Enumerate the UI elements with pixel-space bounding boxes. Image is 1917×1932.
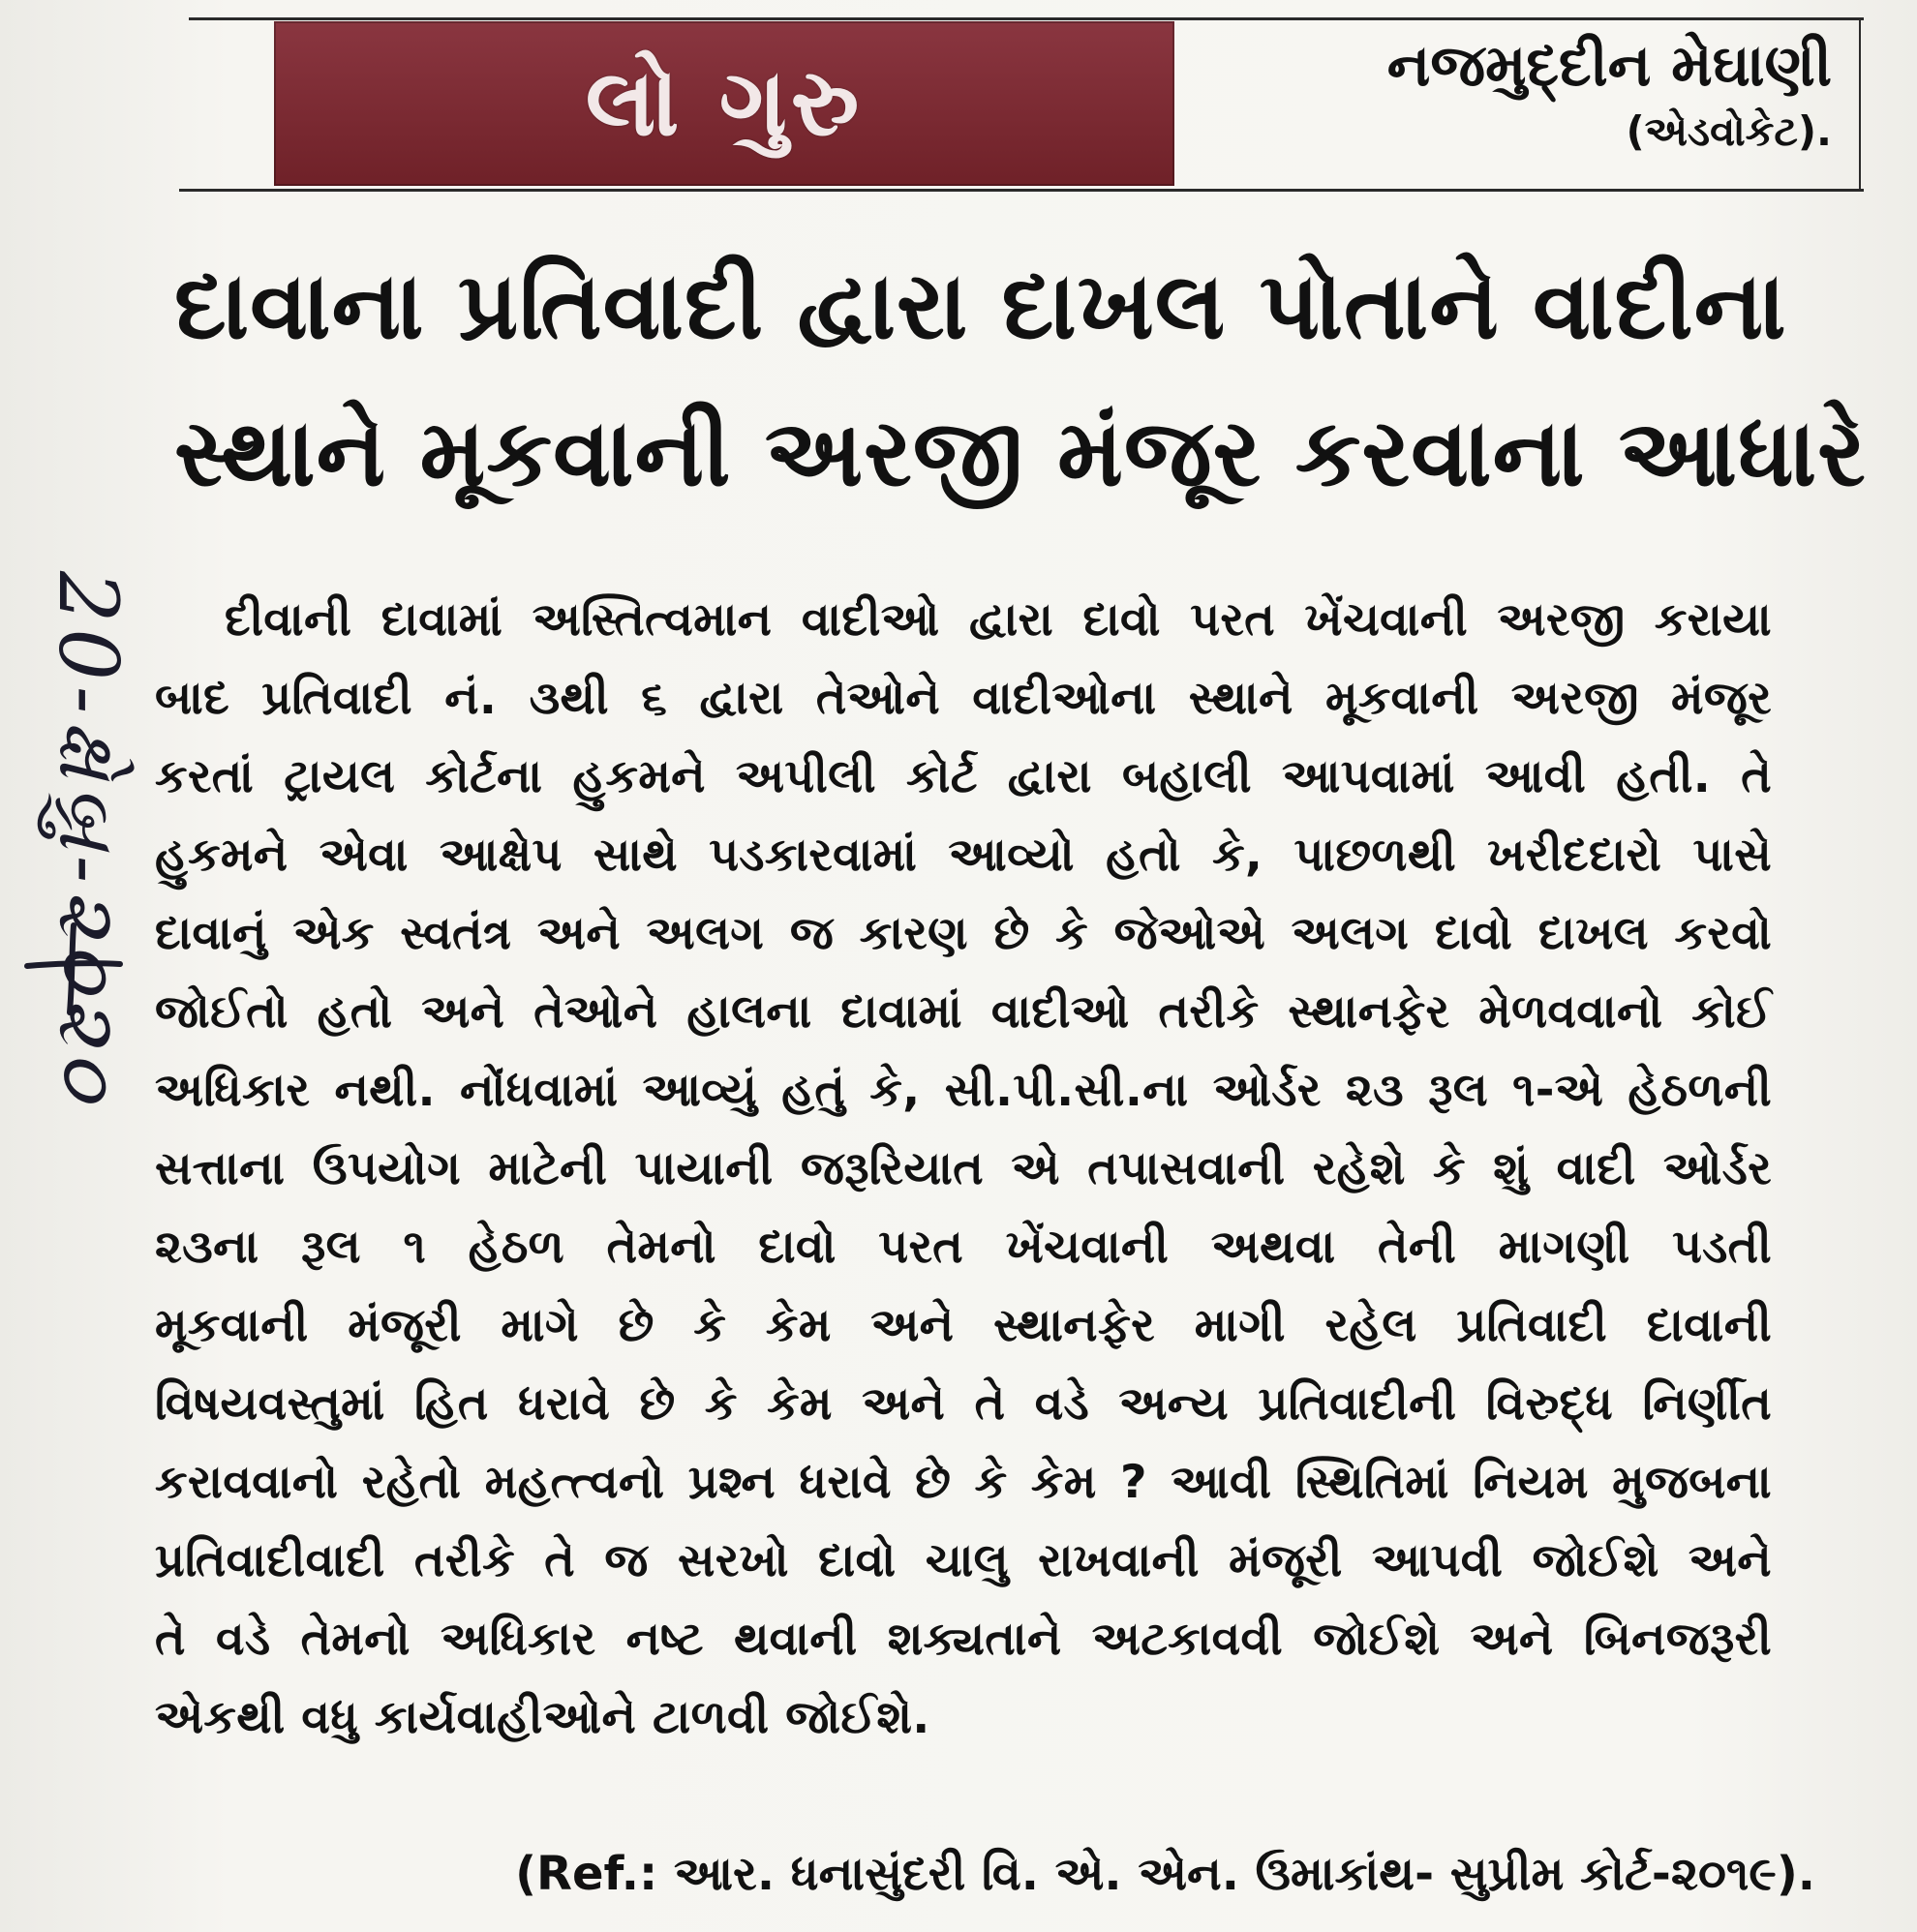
handwritten-date: 20-ક્ષેબ્રુ-૨૦૨૦ [41, 571, 136, 1105]
body-line: પ્રતિવાદીવાદી તરીકે તે જ સરખો દાવો ચાલુ રાખવાની મંજૂરી આપવી જોઈશે અને [155, 1534, 1772, 1587]
body-line: એકથી વધુ કાર્યવાહીઓને ટાળવી જોઈશે. [155, 1691, 930, 1744]
body-line: સત્તાના ઉપયોગ માટેની પાયાની જરૂરિયાત એ તપાસવાની રહેશે કે શું વાદી ઓર્ડર [155, 1142, 1772, 1195]
body-line: દીવાની દાવામાં અસ્તિત્વમાન વાદીઓ દ્વારા દાવો પરત ખેંચવાની અરજી કરાયા [225, 593, 1772, 647]
header-side-rule [1859, 17, 1861, 192]
body-line: દાવાનું એક સ્વતંત્ર અને અલગ જ કારણ છે કે જેઓએ અલગ દાવો દાખલ કરવો [155, 907, 1772, 960]
body-line: તે વડે તેમનો અધિકાર નષ્ટ થવાની શક્યતાને અટકાવવી જોઈશે અને બિનજરૂરી [155, 1613, 1772, 1666]
body-line: ૨૩ના રૂલ ૧ હેઠળ તેમનો દાવો પરત ખેંચવાની અથવા તેની માગણી પડતી [155, 1221, 1772, 1274]
top-rule [189, 17, 1864, 20]
headline [174, 232, 1867, 527]
body-line: બાદ પ્રતિવાદી નં. ૩થી ૬ દ્વારા તેઓને વાદીઓના સ્થાને મૂકવાની અરજી મંજૂર [155, 672, 1772, 725]
headline-line-1: દાવાના પ્રતિવાદી દ્વારા દાખલ પોતાને વાદીના [174, 252, 1787, 360]
author-block [1387, 29, 1832, 161]
body-line: કરાવવાનો રહેતો મહત્ત્વનો પ્રશ્ન ધરાવે છે કે કેમ ? આવી સ્થિતિમાં નિયમ મુજબના [155, 1456, 1772, 1509]
column-title: લો ગુરુ [585, 48, 864, 157]
body-line: કરતાં ટ્રાયલ કોર્ટના હુકમને અપીલી કોર્ટ દ્વારા બહાલી આપવામાં આવી હતી. તે [155, 750, 1772, 803]
handwritten-annotation [19, 571, 155, 1907]
author-name: નજમુદ્દીન મેઘાણી [1386, 32, 1832, 100]
case-reference: (Ref.: આર. ધનાસુંદરી વિ. એ. એન. ઉમાકાંથ- સુપ્રીમ કોર્ટ-૨૦૧૯). [515, 1847, 1815, 1901]
body-line: અધિકાર નથી. નોંધવામાં આવ્યું હતું કે, સી.પી.સી.ના ઓર્ડર ૨૩ રૂલ ૧-એ હેઠળની [155, 1064, 1772, 1117]
body-line: હુકમને એવા આક્ષેપ સાથે પડકારવામાં આવ્યો હતો કે, પાછળથી ખરીદદારો પાસે [155, 829, 1772, 882]
header-bottom-rule [179, 189, 1864, 192]
column-banner [274, 21, 1174, 186]
headline-line-2: સ્થાને મૂકવાની અરજી મંજૂર કરવાના આધારે [174, 399, 1867, 507]
article-body [155, 581, 1772, 1757]
author-title: (એડવોકેટ). [1626, 107, 1832, 155]
body-line: જોઈતો હતો અને તેઓને હાલના દાવામાં વાદીઓ તરીકે સ્થાનફેર મેળવવાનો કોઈ [155, 985, 1772, 1039]
body-line: વિષયવસ્તુમાં હિત ધરાવે છે કે કેમ અને તે વડે અન્ય પ્રતિવાદીની વિરુદ્ધ નિર્ણીત [155, 1377, 1772, 1431]
body-line: મૂકવાની મંજૂરી માગે છે કે કેમ અને સ્થાનફેર માગી રહેલ પ્રતિવાદી દાવાની [155, 1299, 1772, 1352]
